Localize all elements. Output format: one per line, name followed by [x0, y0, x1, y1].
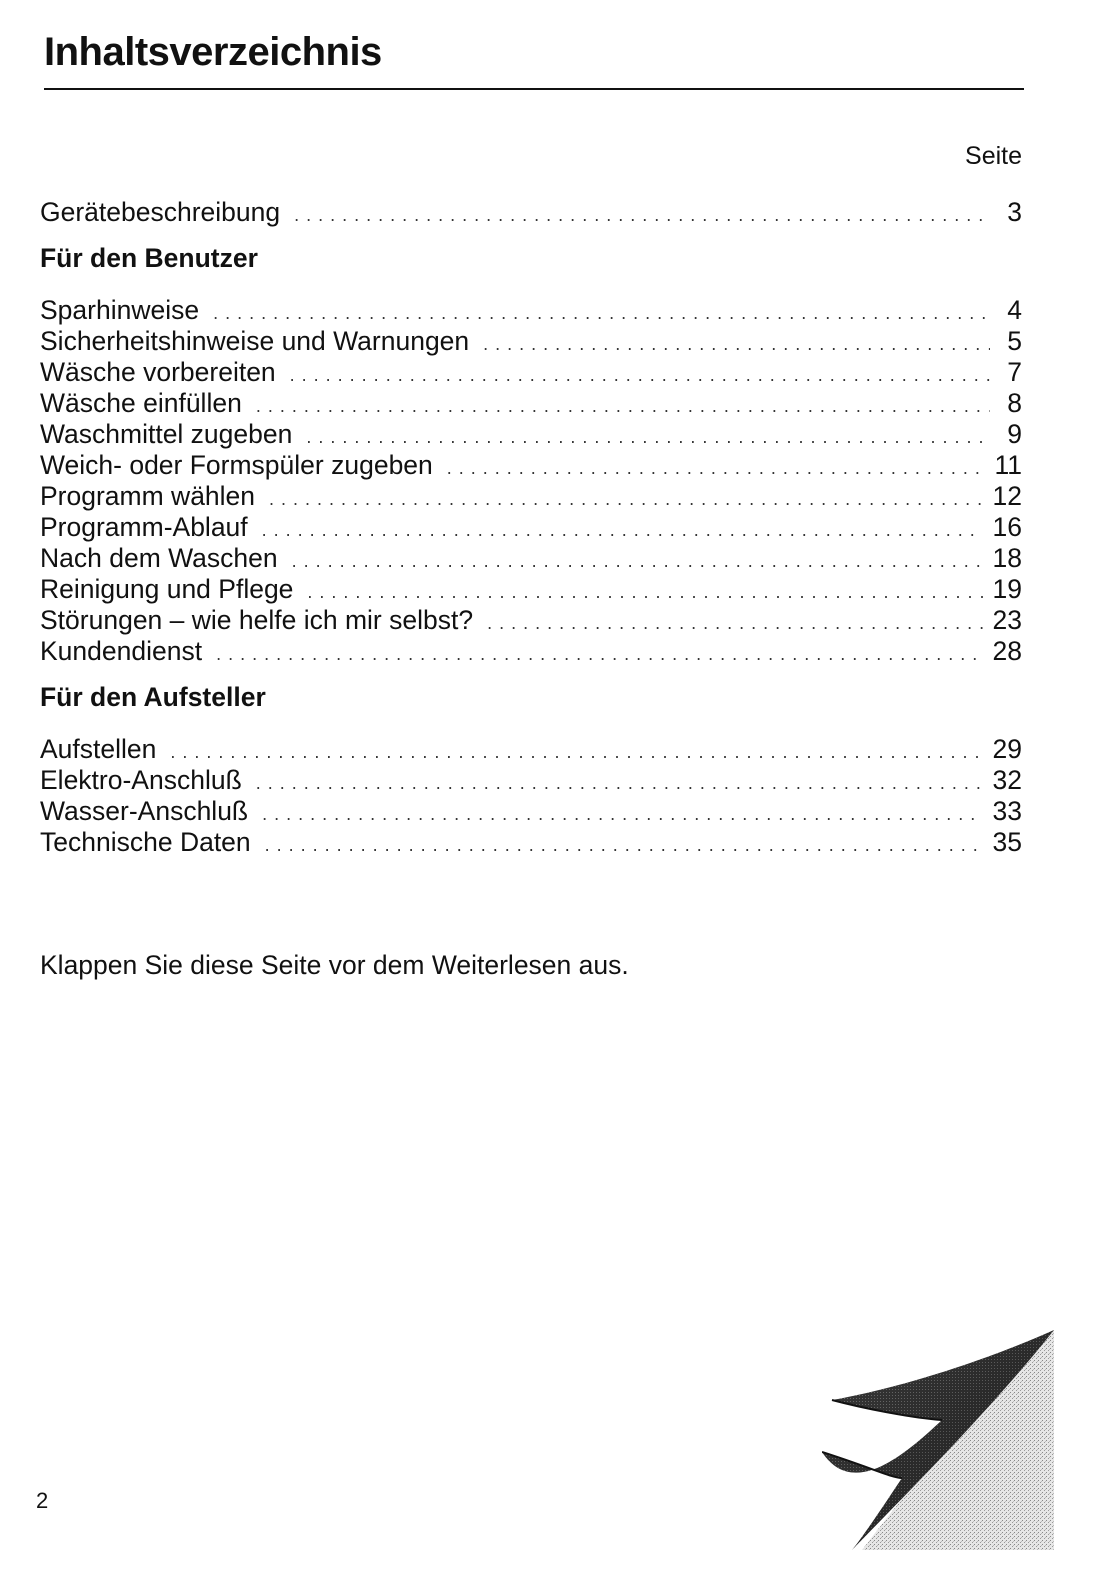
dot-leader: [262, 515, 983, 546]
toc-entry[interactable]: [40, 605, 1022, 636]
toc-entry[interactable]: [40, 827, 1022, 858]
toc-entry[interactable]: [40, 419, 1022, 450]
page-curl-icon: [822, 1328, 1056, 1552]
toc-entry-label: Programm wählen: [40, 481, 256, 511]
page-column-label: Seite: [965, 142, 1022, 170]
toc-entry-page: 28: [992, 636, 1022, 666]
toc-entry-page: 33: [992, 796, 1022, 826]
toc-entry-page: 11: [994, 450, 1022, 480]
toc-entry-label: Aufstellen: [40, 734, 157, 764]
toc-entry-label: Wäsche einfüllen: [40, 388, 242, 418]
toc-entry-label: Wasser-Anschluß: [40, 796, 249, 826]
toc-entry-page: 9: [1007, 419, 1022, 449]
dot-leader: [307, 577, 982, 608]
toc-entry-page: 19: [992, 574, 1022, 604]
toc-entry[interactable]: [40, 481, 1022, 512]
fold-out-instruction: Klappen Sie diese Seite vor dem Weiterlesen aus.: [40, 950, 629, 980]
dot-leader: [265, 830, 983, 861]
dot-leader: [213, 298, 990, 329]
page-number: 2: [36, 1488, 49, 1513]
toc-entry-label: Sicherheitshinweise und Warnungen: [40, 326, 470, 356]
dot-leader: [170, 737, 982, 768]
dot-leader: [487, 608, 982, 639]
toc-entry-label: Elektro-Anschluß: [40, 765, 242, 795]
toc-entry[interactable]: [40, 197, 1022, 228]
dot-leader: [483, 329, 990, 360]
dot-leader: [292, 546, 983, 577]
toc-entry-page: 32: [992, 765, 1022, 795]
dot-leader: [306, 422, 990, 453]
toc-entry-page: 5: [1007, 326, 1022, 356]
toc-entry[interactable]: [40, 636, 1022, 667]
toc-entry[interactable]: [40, 295, 1022, 326]
toc-entry-page: 8: [1007, 388, 1022, 418]
toc-entry-label: Programm-Ablauf: [40, 512, 248, 542]
title-underline: [44, 88, 1024, 90]
toc-entry[interactable]: [40, 543, 1022, 574]
table-of-contents: [40, 197, 1022, 858]
dot-leader: [447, 453, 985, 484]
toc-entry-label: Nach dem Waschen: [40, 543, 278, 573]
toc-entry-label: Reinigung und Pflege: [40, 574, 294, 604]
toc-entry[interactable]: [40, 574, 1022, 605]
toc-entry-label: Kundendienst: [40, 636, 203, 666]
toc-entry[interactable]: [40, 796, 1022, 827]
toc-entry[interactable]: [40, 512, 1022, 543]
toc-entry[interactable]: [40, 357, 1022, 388]
toc-entry[interactable]: [40, 326, 1022, 357]
toc-entry[interactable]: [40, 765, 1022, 796]
page-title: Inhaltsverzeichnis: [44, 30, 382, 74]
toc-entry-label: Sparhinweise: [40, 295, 200, 325]
toc-entry-page: 7: [1007, 357, 1022, 387]
toc-entry-label: Weich- oder Formspüler zugeben: [40, 450, 433, 480]
toc-entry-page: 23: [992, 605, 1022, 635]
toc-entry-page: 29: [992, 734, 1022, 764]
toc-entry[interactable]: [40, 734, 1022, 765]
toc-entry-page: 3: [1007, 197, 1022, 227]
section-heading-installer: Für den Aufsteller: [40, 682, 266, 712]
dot-leader: [290, 360, 990, 391]
toc-entry-label: Störungen – wie helfe ich mir selbst?: [40, 605, 474, 635]
toc-entry-page: 4: [1007, 295, 1022, 325]
section-heading-user: Für den Benutzer: [40, 243, 258, 273]
toc-entry-label: Gerätebeschreibung: [40, 197, 281, 227]
toc-entry-page: 18: [992, 543, 1022, 573]
dot-leader: [256, 391, 990, 422]
toc-entry-page: 12: [992, 481, 1022, 511]
toc-entry-label: Waschmittel zugeben: [40, 419, 293, 449]
dot-leader: [262, 799, 982, 830]
toc-entry-page: 35: [992, 827, 1022, 857]
toc-entry-label: Wäsche vorbereiten: [40, 357, 276, 387]
dot-leader: [216, 639, 982, 670]
toc-entry-page: 16: [992, 512, 1022, 542]
toc-entry[interactable]: [40, 388, 1022, 419]
toc-entry[interactable]: [40, 450, 1022, 481]
dot-leader: [256, 768, 983, 799]
dot-leader: [269, 484, 982, 515]
toc-entry-label: Technische Daten: [40, 827, 251, 857]
dot-leader: [294, 200, 990, 231]
